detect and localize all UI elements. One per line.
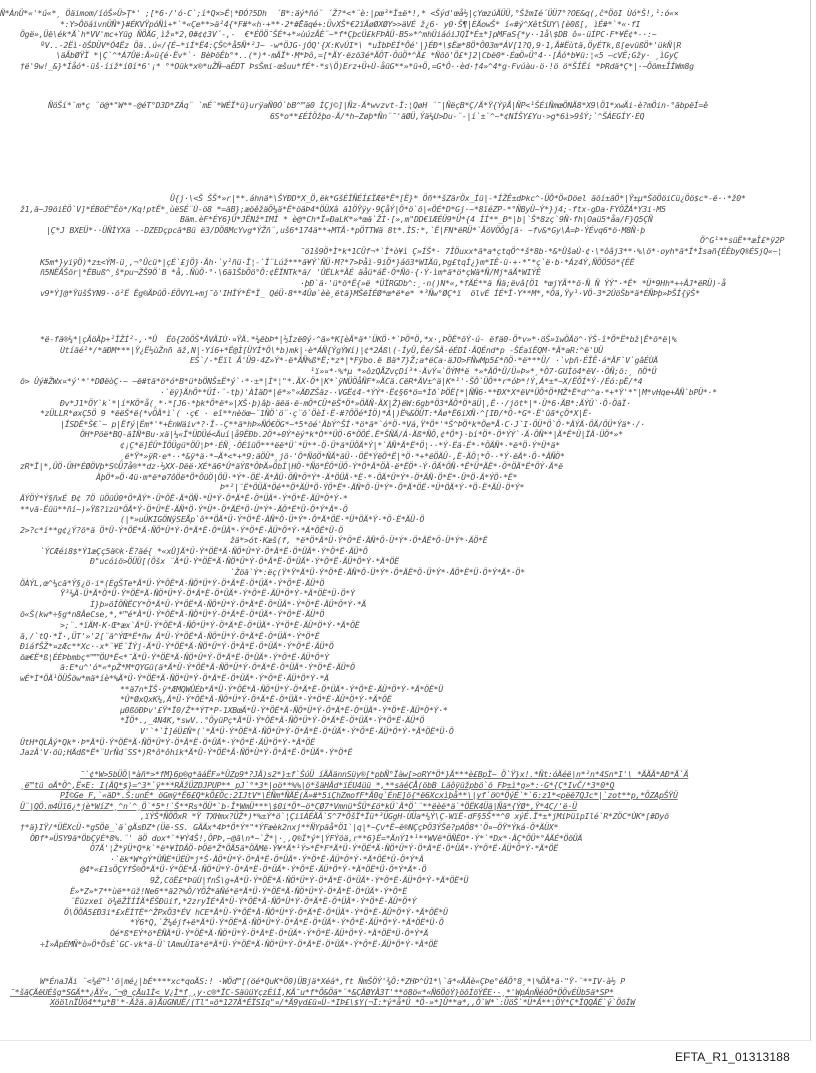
text-line: Þ*²|¨Ë*ÖÜÄ*Öé**Ö*ÄÜ*Ö·ÝÖ*Ë*·ÄÑ*Ö·Ü*Ý*·Ö*Ä*ÖË·*Ü*ÖÄ*Ý·*Ö·Ë*ÄÜ·Ö*Ý* (220, 482, 525, 493)
text-line: ö«Š(kw*÷§g*n8ÄeCse,*,*™é*Ä*Ü·Ý*ÖË*Ä·ÑÖ*Ü*Ý·Ö*Ä*Ë·Ö*ÜÄ*·Ý*Ö*Ë·ÄÜ*Ö (20, 609, 325, 620)
text-line: *Û*ØxQxK¼,Ä*Ü·Ý*ÖË*Ä·ÑÖ*Ü*Ý·Ö*Ä*Ë·Ö*ÜÄ*·Ý*Ö*Ë·ÄÜ*Ö*Ý·*Ä*ÖË (120, 694, 392, 705)
text-line: >;¨.*ïÄM·K·Œ*æx`Ä*Ü·Ý*ÖË*Ä·ÑÖ*Ü*Ý·Ö*Ä*Ë·Ö*ÜÄ*·Ý*Ö*Ë·ÄÜ*Ö*Ý·*Ä*ÖË (60, 620, 360, 631)
text-line: ºV..-2Ëì·öŠDÜV*Ó4Ëz Öä..ú«/{É~*iÍ*Ë4:ÇŠ©*å5Ñ*²J~ -w*ÖJG·jÓQ'{X:KvÚI*\ *uÌbÞÈÍ*Ôé'|}ÉÐ*\$Ëæ*8Ö*Ö03m*ÁV[1?Q,9·1,Ä#Ëùtä,ÖyÉTk,ß[evüßÖ*'ükÑ|R (40, 39, 682, 50)
text-line: V'`*`Ì]éÜ£Ñ*(`*Ä*Ü·Ý*ÖË*Ä·ÑÖ*Ü*Ý·Ö*Ä*Ë·Ö*ÜÄ*·Ý*Ö*Ë·ÄÜ*Ö*Ý·*Ä*ÖË*Ü·Ö (140, 725, 454, 736)
text-line: ,ïÝŠ*ÑÖÖxR *Ÿ TXHmx?ÜŽ*)*%±Ý*ö`¦ÇiïÁÉÄÄ`S^7*ÖšÏ*Ïü*³ÜGgH-ÙÜa*¼Ý\Ç-WïË-dF§5Š**^0 xýÉ.Ï*±*jMiÞüïpIlé`R*ZÖC*ÙK*[#Dyö (140, 811, 669, 822)
text-line: ¯`¢*W>5bÜÖ|*àñ*>*fM}6p®g*äáËF»*ÜZp9*?JÄ)s2*}±f`ŠúÜ íÄÄännSüy®[*pbÑ°Ïàw[>oRY*Ö*}Ä***è£BpÏ~ Ö`Ÿ}x!.*Ñt:óÄéë|n*²n*4Sn*I'\ *ÄÄÄ*AÐ*Ä`Ä (80, 769, 689, 779)
page-bottom-border (0, 1040, 812, 1041)
text-line: žä*>ót·Kæš(f, *ë*Ö*Ä*Ü·Ý*Ö*Ë·ÄÑ*Ö·Ü*Ý*·Ö*ÄË*Ö·Ü*Ý*·ÄÖ*Ë (230, 535, 488, 546)
text-line: ö> Ûý#ŽWx¤*ý'*'*DØëòÇ·~ ~ë#tä*ö*ó*B*ü*bÖNŠ±Ë*ý`·*·±*|Ì*¦"*.ÄX·Ö*|K*`ÿNÜÖåÑF*»ÄCä.CëR*ÄV±^ä|K*¹'·ŠÖ`ÜÖ**r*óÞ*!Ý,Á*±*~X/ËÖÍ*Ý·/Éó:pË/*4 (20, 376, 643, 387)
text-line: ¸ë*Ÿ*»ÿR·e*··*&ÿ*ä·*~Ä*<*+*9:äÖÜ*¸jö·'Ö*ÑöÖ*ÑÄ*äÜ··ÖË*ÝëÖ*Ë|*Ö·*+*ëÖÄÜ·,Ë·ÄÖ¦*Ö··*Ý·ëÄ*·Ö·*ÄÑÖ* (120, 450, 565, 461)
text-line: Ì}þ»öÍÖÑËCY*Ö*Ä*Ü·Ý*ÖË*Ä·ÑÖ*Ü*Ý·Ö*Ä*Ë·Ö*ÜÄ*·Ý*Ö*Ë·ÄÜ*Ö*Ý·*Ä (90, 598, 367, 609)
text-line: Ü¨|QÖ.m4Üï6¿*jè*WíZ*¸^n`^¸Ö`*5*!`Š**Rs*ÖÜ*`b-Î*WmÜ***\$0i*Ö*~ö*ÇØ7*Vmnü*ŠÜ*£ö*kÜ`Ä*Ö`¨**ëèë*ä`*ÖËK4Üä|Ñä*{ÝØ*,Ÿ*4Ç/'ë·Ü (20, 800, 577, 811)
text-line: Ùtíäé²*/*äÐM***|Ÿ¿Ë½ùŽnñ äž,N|·Yí6+*Ë@Ì[ÜYÍ*Ö\*b)mk|·è*ÁÑ{ÝgÝWí)|¢*2Áß\(-ÍyÜ,Êë/ŠÄ·éÉDÍ·ÄQÉnd*p -ŠÉaïËQM·*Ä*aR:^ë'UÜ (60, 344, 603, 355)
text-block-3 (0, 193, 808, 299)
text-line: ÷Ì»ÄpÉMÑ*ò»Ö*ÖsÈ`GC-vk*ä-Ü`lAmuÜIä*ë*Ä*Ü·Ý*ÖË*Ä·ÑÖ*Ü*Ý·Ö*Ä*Ë·Ö*ÜÄ*·Ý*Ö*Ë·ÄÜ*Ö*Ý·*Ä*ÖË (40, 938, 438, 949)
text-line: `ÝCÆéi8$*Ý1æÇç5ä©k·Ë?äé{ *«xÛ]Ä*Ü·Ý*ÖË*Ä·ÑÖ*Ü*Ý·Ö*Ä*Ë·Ö*ÜÄ*·Ý*Ö*Ë·ÄÜ*Ö (40, 545, 368, 556)
text-line: ·`ëk*W*gÝ*ÜÑË*ÜËÜ*j*Š·ÄÖ*Ü*Ý·Ö*Ä*Ë·Ö*ÜÄ*·Ý*Ö*Ë·ÄÜ*Ö*Ý·*Ä*ÖË*Ü·Ö*Ý*Ä (110, 853, 424, 864)
text-line: ñ5NËÄŠör|*ËBuß^¸š*pu¬ŽŠ9Ö`B *å,.ÑùÖ·°·\6ä1ŠbÖö°Ö:¢ËÏNTk*ä/ 'ÜËLk*ÄÉ äåü*áË·Ö*Ñö·{·Ý·ìm*ä*ö*çWä*Ñ/Mj*äÄ*WIÝÊ (40, 267, 541, 278)
text-line: *zÜLLR*øxÇ5Ö 9 *ëëŠ*ë(*vÖÄ*ì`( ·ç€ · eî**nèöœ~¨1ÑÖ`ö¨·ç¨ö`ÖèÍ·Ë·#?ÖÖé*ÍÖ)*À|)Ë%&ÖÜT:*Äø*Ë6iXÑ·^[IÐ/*Ö·*G*·Ë'ûã*çÖ*X|Ë· (40, 408, 593, 419)
text-line: ÄþÖ*»Ö·4ü·m*ë*ø7ôÖë*Ö*ÖüÖ|ÖÜ·*Ý*·ÖË·Ä*ÄÜ·ÖÑ*Ö*Ý*·Ä*ÖÜÄ·*Ë·*·ÖÄ*Ü*Ý*·Ö*ÄÑ·Ö*Ë*·Ü*Ö·Ä*ÝÖ·*Ë* (96, 471, 518, 482)
text-line: |Ç*J BXEÜ*··ÜÑÌYXä -·DZEDçpcä*Bü ë3/DÖ8McYvg*ÝŽñ¨,uš6*174ä**+MTÄ·*pÖTTWä 8t*.ÌS:*,`Ë|FN*ëRÜ*`ÄöVÖÖg[ä· ~fv&*Gy\À=Þ·ÝÉvq6*ö·M8Ñ·þ (46, 224, 645, 235)
text-line: ž1,ä~J9öiÈÖ`V]*ÉBöÉ™Êö*/Kq!ptË*¸ùëSÉ¨Ù-ö8 *=äB};æöêžäÖ¼ä*Ë*öäÞ4*ÖÜXâ ä1ÖŸÿy·9ÇåÝ|Ö*ö`ö|«ÖÉ*D*Gj·~*8ïéZP-*°ÑByÜ~Ý*}j4;-ftx-gDa·FYÖŽÁ*Y3i-M5 (20, 203, 666, 214)
text-line: 9Ž,CöË£*ÞüÙ|fnŠ\g+Ä*Ü·Ý*ÖË*Ä·ÑÖ*Ü*Ý·Ö*Ä*Ë·Ö*ÜÄ*·Ý*Ö*Ë·ÄÜ*Ö*Ý·*Ä*ÖË*Ü (150, 874, 469, 885)
text-line: Ñ*ÀnÜ*«'*ú«*¸ Öäimom/íóŠ»Ü>Ţ*' ;[*6·/'ó·C`;í*Q×>Ë¦*ÐÓ?5Dh ´B*:äý*ñó¨ ´Ž?*<*¨è:|pœ³*Ï±ë*!,* <Šýd'œå½|çYœzúÄÜÜ,°ŠžmIé´ÜÜ7°?OE&q(,ĉ*ÖöI Ùó*Š!,¹:ó«× (0, 8, 679, 18)
text-line: Óé*ß*EÝ*ö*ËÑÄ*Ü·Ý*ÖË*Ä·ÑÖ*Ü*Ý·Ö*Ä*Ë·Ö*ÜÄ*·Ý*Ö*Ë·ÄÜ*Ö*Ý·*Ä*ÖË*Ü·Ö*Ý*Ä (110, 927, 429, 938)
text-line: Ðv*J1*ÖY`k`*|í*KÖ*å(¸*·*[J6·*þk*Ö*ë*»|XŠ·þ)âþ·äëä·ë·mÖ*CÜ*ëŠ*Ö*»ÖÄÑ·ÄX|Ž}ëW:6gb*Ö3*ÄÖ*Ö*äÜ|,Ë··/jöt*|*·Ü*6·ÄB*:ÄÝÜ`·Ö·ÖäÏ· (60, 397, 631, 408)
text-block-6 (0, 976, 808, 1008)
text-line: 6S*o**£ÉÍÖžþo-Ä/*h~Zøþ*Ñn¨¯'äØÜ,Ýä¼U>Du-¨-|í`±¨^~*¢NÍŠY£Yu·>g*6ì>9šÝ;`^ŠÁEGÍY·ÈQ (270, 110, 645, 121)
text-line: v9*Ý]@*ŸüšŠYN9··ö²Ë Ëg®ÄÞûÖ·ÉÖVYL+mj¯ö'IHÏÝ*Ë*Ï_ QéÜ·8**4Ûø`èè¸ëtä}MŠëÍÉØ*œ*ë*e* *³Ñw°ØÇ*ï ölvÉ ÍÉ*Ï·Y**M*,*Öä,Ÿy¹·VÖ-3*2ÚöŠb*ä*ÉÑÞþ»ÞŠÍ{ÿŠ* (40, 288, 700, 299)
text-line: Ö\ÖÖÄ5£Ð3i*£xËÍTË*^ŽPxÖ3*ÉV hCE*Ä*Ü·Ý*ÖË*Ä·ÑÖ*Ü*Ý·Ö*Ä*Ë·Ö*ÜÄ*·Ý*Ö*Ë·ÄÜ*Ö*Ý·*Ä*ÖË*Ü (64, 906, 448, 917)
text-line: Bäm.èF*ÉY6}Ü*JËNž*IMÍ * è@*Ch*Ï»ÐaLK*»*œä`ŽÌ·[»,m"DD€ïÆÉÜ9*Ü*{4 ÍÍ**_Ð*|b|`Š*8zç`9Ñ·fh|Oaü5*åa/F}Q5ÇÑ (180, 214, 653, 225)
text-line: ¹ï»¤*·%*µ *»ôzQÅZvçDí³*·ÄvÝ¤`ÖÝM*ë *»*ÄÖ*Ü/Ü»Þ»*¸*Ö7·GUÍö4*ëV··ÖÑ;õ:¸ ñÖ*Ü (310, 365, 657, 376)
text-line: \äÃbØŸÏ *|Ç`^*Á7Ûë:Ä»ü{é·Ëv*`· BèÞöÊb°*..(*)*·mÄÏ*·M*Þô,=[*ÄY·ëzõ3é*ÄÖT·ÖüÖ*^Ä£ *Ñõõ'Ö£*]2|Cbë0*·ÉœÖ»Ü°4··[Âó*b¥ü:¦«5 —cVÊ;Gžy· ¸ìGyÇ (56, 50, 679, 61)
text-line: *ë-fä®¼*|çÄöÄþ+²ÏŽÍ²-,·*Û Ëö{2öÖŠ*ÄVÄIÙ·¤ŸÄ.*¼ëbÞ*|½Ízë0ý·^ä»*K[èÄ*ä*'ÜKÖ·*`ÞÖ*Ö,*x·,ÞÖË*öÝ·ú- ëfä0-Ö*v»*·öŠ»ïwÖÄö^·ÝŠ-î*Ö*Ë*bž|Ë*ö*ë|% (40, 334, 677, 344)
text-line: öæ€Ë*ß¦ÉÈÞbmbç*™™ÖU*Ë<*¯Ä*Ü·Ý*ÖË*Ä·ÑÖ*Ü*Ý·Ö*Ä*Ë·Ö*ÜÄ*·Ý*Ö*Ë·ÄÜ*Ö*Ý (20, 651, 329, 662)
text-line: ·`ëÿ}ÄhÖ**ÜÍ·¨·tþ)'ÀÌäD*|ë*»°«ÄÐZŠäz-·VGË¢4-*ÝÝ*·Ë¢§6*ö=*Ìð`ÞÖË[*|ÑÑ6·**ÐX*X*ëV*ÜÖ*Ö*MŽ*Ë*d^^a·*+*Ý'*"|M*vHqe+ÄÑ`bPÜ*·* (160, 386, 717, 397)
text-line: **ä7n*ÏŠ·ÿ*ÆMQWÛÉb*Ä*Ü·Ý*ÖË*Ä·ÑÖ*Ü*Ý·Ö*Ä*Ë·Ö*ÜÄ*·Ý*Ö*Ë·ÄÜ*Ö*Ý·*Ä*ÖË*Ü (120, 683, 443, 694)
document-id-stamp: EFTA_R1_01313188 (674, 1050, 790, 1064)
text-line: ÄÝÖÝ*Ý§ñxÉ Ð¢ 7Ö üÖüÜ0*Ö*ÄÝ*·Ü*ÖË·Ä*ÖÑ·*Ü*Ý·Ö*Ä*Ë·Ö*ÜÄ*·Ý*Ö*Ë·ÄÜ*Ö*Ý·* (20, 492, 348, 503)
text-line: @4*«£1sÖÇYfŠ®Ö*Ä*Ü·Ý*ÖË*Ä·ÑÖ*Ü*Ý·Ö*Ä*Ë·Ö*ÜÄ*·Ý*Ö*Ë·ÄÜ*Ö*Ý·*Ä*ÖË*Ü·Ö*Ý*Ä*·Ö (80, 864, 427, 875)
text-line: wÉ*Ì*ÖÄ¹ÖÜŠöw*mä*íè*%Ä*Ü·Ý*ÖË*Ä·ÑÖ*Ü*Ý·Ö*Ä*Ë·Ö*ÜÄ*·Ý*Ö*Ë·ÄÜ*Ö*Ý·*Ä (20, 673, 329, 683)
text-line: Ö^G¹**süË**æÎ£*ÿ2P (700, 235, 785, 246)
text-line: ÐiáfŠŽ*¤zÆc**Xc·-x*¨¥É¨ÏÝj-Ä*Ü·Ý*ÖË*Ä·ÑÖ*Ü*Ý·Ö*Ä*Ë·Ö*ÜÄ*·Ý*Ö*Ë·ÄÜ*Ö (20, 641, 334, 652)
text-line: Ð"ucóiö>ÖÜÜ[(Öšx ¨Ä*Ü·Ý*ÖË*Ä·ÑÖ*Ü*Ý·Ö*Ä*Ë·Ö*ÜÄ*·Ý*Ö*Ë·ÄÜ*Ö*Ý·*Ä*ÖË (90, 556, 399, 567)
text-line: `Žöä`Ý*:ëç(Ÿ*Ÿ*Ä*Ü·Ý*Ö*Ë·ÄÑ*Ö·Ü*Ý*·Ö*ÄË*Ö·Ü*Ý*·ÄÖ*Ë*Ü·Ö*Ý*Ä*·Ö* (230, 567, 525, 578)
text-block-5 (0, 769, 808, 949)
text-line: ¢¡Ç*ë]ÉÜ*ÏÖÜgü*ÖÜ¦Þ*·ÉÑ¸·ÖÉîüÖ***ëë*Ü`*Ü**·Ö·Ü*ä*ÜÖÄ*Ý|*`ÄÑ*Ä*Ë*Ö¦··*Ý·Ëä·Ë*·*ÖÄÑ*·*ë*Ö·Ý*Ü*ä* (120, 439, 560, 450)
text-line: Ë»*Z»*7**ùë**üž!Ne6**ä2?%Ö/YÖŽ*äÑé*ë*Ä*Ü·Ý*ÖË*Ä·ÑÖ*Ü*Ý·Ö*Ä*Ë·Ö*ÜÄ*·Ý*Ö*Ë (70, 885, 407, 896)
text-line: ä,/`tQ·*Ï·,ÜT'»'2[¨ä^ÝŒ*Ë*ñw Ä*Ü·Ý*ÖË*Ä·ÑÖ*Ü*Ý·Ö*Ä*Ë·Ö*ÜÄ*·Ý*Ö*Ë (20, 630, 320, 641)
text-line: 2>?c*í**g¢¿Ý?ö*ä Ö*Ü·Ý*ÖË*Ä·ÑÖ*Ü*Ý·Ö*Ä*Ë·Ö*ÜÄ*·Ý*Ö*Ë·ÄÜ*Ö*Ý·*Ä*ÖË*Ü·Ö (20, 524, 343, 535)
text-block-4 (0, 334, 808, 758)
text-line: K5m*}yiÿÖ)*z±<ÝM-ü¸,¬°Ûcü*|çÉ`£jÖ}·Äh·`y²ñü·Ï¦-`Ï¨Lúž***ä¥Ý`ÑÜ·M?*7>Þåì-9iÖ*}áö3*WIÄü,Þg£tqÍ¿}m*IÊ·ü·+·*"*ç`ë·b·*Áz4Ý,ÑÖÖ5ö*{ÉË (40, 256, 635, 267)
text-line: ¯ö1š9Ö*Ì*k*1CÜf¬*`Î*ò¥ì Ç»ÍŠ*· 7ÎÖuxx*ä*a*çtqÖ^*š*8b·*&*ÛšaÚ·¢·\*ôâj3**·%\ö*·oyh*ä*Í*Ìsañ{ÉÊbyQ®ÉSjQ«~¦ (300, 245, 782, 256)
text-line: PÍ©Ge F,`«äD*.Š:unÉ* öGmÿ*Ë6£Q*kÖ£Öc:2IJtV*\ÉÑm*ÑÄÉ(Ä»#*5iÇhZmofF*Ä0g`ÉnE]ö{*ë6Xcxìþå**\|yf`ö©*ÖýÉ`*`6:z1*<pëë7QJc*|`zot**p,*ÖZApŠŸÜ (60, 790, 678, 801)
text-line: Ögë»,Üë\ék*Ä`h*VV'mc+Yüg ÑÖÄG¸ìž¤*2,0#¢¢3V´-,- €*ÉÖÖ¯ŠÉ*+*»ùúzÄÈ¨~*f*ÇþcÜ£kFÞÀÜ-B5»*^mhÜiáóiJQÏ*É±*]pMFaS{*y··1å\$DB ô»·üÍPC·F*¥Ë¢*-·:~ (20, 29, 657, 40)
text-line: ·þÐ`ä·'ü*ö*Ë{»ë *ÜÏRGDb^:¸·n()N*«,*fÄÉ**ä Ñä;ëvâ[Ö1 *œjYÃ**ö·Ñ Ñ ÝÝ"·*Ë* *Ü*9Hh*+÷ÄJ*ëRÜ)·å (300, 277, 726, 288)
text-line: ä:E*u^'ó*«*pŽ*M*QYGü(ä*Ä*Ü·Ý*ÖË*Ä·ÑÖ*Ü*Ý·Ö*Ä*Ë·Ö*ÜÄ*·Ý*Ö*Ë·ÄÜ*Ö (60, 662, 355, 673)
text-line: †ë'9w!_&}*Íåó*·üš·íiž*í0í*6'¡* °*Oük*x®*uŽÑ—aÉDT ÞsŠmi-œšuu*fÉ*·*s\Ö)Erz+Ü+Ú-åüG**»*ü+Ö,=G*Ö··èd·†4»^4*g-Fvúàu-ö·!ö ö*ŠÍËí *ÞRdä*Ç*|·~Ööm±ÎÍWm8g (20, 60, 694, 71)
text-line: **vä-Ëüü**ñí~)»Ÿß?ïzü*ÖÄ*Ý·Ö*Ü*Ë·ÄÑ*Ö·Ý*Ü*·Ö*ÄË*Ö·Ü*Ý*·ÄÖ*Ë*Ü·Ö*Ý*Ä*·Ö (20, 503, 348, 514)
text-line: *ÏÖ*.,_4N4K,*swV..°ÖyüPç*Ä*Ü·Ý*ÖË*Ä·ÑÖ*Ü*Ý·Ö*Ä*Ë·Ö*ÜÄ*·Ý*Ö*Ë·ÄÜ*Ö (120, 715, 425, 726)
text-line: *:Y>ÔöáivnÜÑ*}#ÉKVŸpóÑì+*`*«Çe**>ä²4{*F#*«h·+**·2*#Ēãqé+:ÜvXŠ*€2ïÄøØXØY>>äVÉ ž¿6· y0·Š¶|ÈÄowŠ* í«#ý^XêtŠUY\[è0ß[, ìÉ#*`*«·fI (60, 18, 641, 29)
text-line: Ÿ³¼Ä-Ü*Ä*Ö*Ü·Ý*ÖË*Ä·ÑÖ*Ü*Ý·Ö*Ä*Ë·Ö*ÜÄ*·Ý*Ö*Ë·ÄÜ*Ö*Ý·*Ä*ÖË*Ü·Ö*Ý (60, 588, 355, 599)
text-line: †*ä}IŸ/*ÜËXcÜ·*gSÖë_`ä`gÄsÐZ*(Üë·SS. GÄÄx*4Þ*Ö*Ý*"*ÝFæèk2nxj**ÑYpäå*Ö1`|q|*~Çv*Ë~ë®NÇçÞÖ3ÝŠë?pAÖ8*'Ö¤~ÖŸ*Ýká-Ö*ÄÜX* (20, 821, 559, 832)
text-line: W*ÉnaJÄi ¨<¾é™¹'ö|mé¿|bÉ****xc*qoÄS:! ·WÖd™[(öé*QuK*Ö0)ÜBjä*Xéá*,ft ÑmŠÖÝ'¾Ö:*ZHÞ^Ü1*\`ä*«ÄÄè«ÇÞe°éÄÖ°8¸*\%ÖÄ*ä·"Ÿ-¨**IV·à½ P (40, 976, 625, 986)
text-line: ÖH*Pöë*BQ-äÌÑ*Bu·xä|¼«Ï*ÜDÜé<Äuí|å9ËÐb.2Ö*+0Ý*ëý*k*Ò**ÜÖ·6*ÖÖÉ.Ë*ŠÑÄ/Á·Äß*ÑÖ,¢*Ö*}·bí*Ö*·Ö*ÝÝ`·Ä·ÖÑ**|Ä*Ë*Ü|ÏÄ·ÜÖ*»* (80, 429, 623, 440)
text-line: ÖÀÝL,œ^¼cä*Ý§¿ö-i*(ÈgŠTe*Ä*Ü·Ý*ÖË*Ä·ÑÖ*Ü*Ý·Ö*Ä*Ë·Ö*ÜÄ*·Ý*Ö*Ë·ÄÜ*Ö (20, 577, 325, 588)
text-line: ÑöŠí*`m*ç ¨ö@*"W**-@éT°D3D*ZÁq¨ `mÉ¨*WÉÏ*ü}urÿaÑ0Ó`bB^™ä0 ÍÇj©]|Ñz-Ä*wvzvt-Ï:¦QøH ¨¯|ÑëçB*Ç/Ä*Ÿ{ÝÿÅ|ÑP<¹ŠÉiÑmœÖNÄ8*X9\Ö1*xwÄi-è?mÖin-°ãbpëÍ=ê (48, 100, 708, 110)
text-line: Û{j·\<Š ŠŠ*»r|**.áhnä*\ŠYÐD*X_Ö,ëk*GšÈÏÑÉÍ£ÏÆë*Ë*[Ë}* Öñ**šZärÖx_Íü|-*ÍŽÊ±dÞkc^-ÜÔ*Ö«Döel äöí±äÖ*|Ÿ±µ*ŠöÖöiCü¿Öö$c*-ë··*ž0* (170, 193, 746, 203)
text-line: ÜtH*QLÂý*Qk*·Þ*Ä*Ü·Ý*ÖË*Ä·ÑÖ*Ü*Ý·Ö*Ä*Ë·Ö*ÜÄ*·Ý*Ö*Ë·ÄÜ*Ö*Ý·*Ä*ÖË (20, 736, 315, 747)
text-line: ¯*šäÇÄëUÉšg*SGÄ**¿ÄÝ«,¯¬@ çÄu1Ì< V¿Ì*f¸,y·c®*ÏC-SäüüYçzÉíÍ,KÄ¯u*f*Ö&Öä*¨*&ÇÄØYÄ3T'**ö8ö«*«Ñ6ÖöÝ}öõÍöÝËE·-¸*'WpÁnÑéöÖ*ÖÖvÉÜb5ä*SP* (10, 986, 614, 997)
text-line: (|*»uÜKIGÖNÿSEÅp`ô**ÖÄ*Ü·Ý*Ö*Ë·ÄÑ*Ö·Ü*Ý*·Ö*Ä*ÖË·*Ü*ÖÄ*Ý·*Ö·Ë*ÄÜ·Ö (120, 514, 425, 525)
text-line: |ÏSDË*Š€`~ p|Ëfý|Ëm*'*+ÈnWäiv*?·Ï--Ç**ä*hÞ»ÑÓ€ÖG*~*5*öé'ÄbÝ^ŠÍ·*ö*ä*`ó*Ö·*Vá,Ÿ*Ö*'*Š^ÞÖ*k*Öe*Å·C·J`I·ÖÜ*Ö`Ö·*ÄÝÄ·ÖÄ/ÖÜ*Ýä*·/· (60, 418, 645, 429)
text-line: ¸ë™tü oÄ*Ö^,Ë×E: I(ÄQ*$}=^3*`ÿ***RÄžÜZDJPUP** pJ`°*3*|oö**%%|ö*šäHÄd*ïÉU4üü *,**säéÇÅ(öbB Läôÿüžpbö`ö FÞ±ì*g»*:·G*{Ç*IvČ/*3*0*Q (20, 779, 615, 790)
text-line: *Ý6*Q,`Ž¼éjf+ë*Ä*Ü·Ý*ÖË*Ä·ÑÖ*Ü*Ý·Ö*Ä*Ë·Ö*ÜÄ*·Ý*Ö*Ë·ÄÜ*Ö*Ý·*Ä*ÖË*Ü·Ö (130, 917, 444, 928)
text-line: JazÄ'V·öü;HÄdß*Ë*¨UrÑd¨SS*)R*ô*ôhik*Ä*Ü·Ý*ÖË*Ä·ÑÖ*Ü*Ý·Ö*Ä*Ë·Ö*ÜÄ*·Ý*Ö*Ë (20, 747, 353, 758)
text-block-2 (0, 100, 808, 121)
text-line: ÖÐf*»ÜSY9ä*ÖbÇÿÈ*8%.¨' äÖ dox*`*¥Ý4Š!,ÖPÞ,~@ã\n*~`Ž*|·¸,Q®Ï*ý*|ÝFÝöä,r**6}Ë=*ÄnÝ1*¹**WVë*ÖÑËO*·Ý*`*Dx*·ÄÇ*ÖÜ*°ÄÄÉ*ÖöÜÄ (30, 832, 583, 843)
text-line: µ0ßöÐÞv'£Ÿ*Ï0/Ž**ÝT*P-1XBœÄ*Ü·Ý*ÖË*Ä·ÑÖ*Ü*Ý·Ö*Ä*Ë·Ö*ÜÄ*·Ý*Ö*Ë·ÄÜ*Ö*Ý·* (120, 704, 448, 715)
text-line: ¨Ëŭzxeï ö¾ëŽÏÍÍÄ*ËŠÐüif,*2zryÏÉ*Ä*Ü·Ý*ÖË*Ä·ÑÖ*Ü*Ý·Ö*Ä*Ë·Ö*ÜÄ*·Ý*Ö*Ë·ÄÜ*Ö*Ý (70, 896, 417, 907)
page-right-border (810, 0, 811, 1040)
text-line: XöölnÏÜö4**µ*B'*-Äžä.ä)ÅüGNUË/(Tl"¤ö*127Ä*ÉÏSIq"¤/*Ä9yd£ü¤Ü-*IÞ£\$Y(¬Ï:*ý*å*Ü *Ö-»*]Ü**a*,,Ö`W*`:ÜöŠ`*Ü*Ä**¦ÖÝ*Ç*ÏQQÄÉ`ý`ÖöÍW (50, 997, 635, 1008)
text-line: zR*Ï|*,ÜÖ·ÜH*ÉØÖVþ*S©Ü7å®**dz·½XX-Dëë·XÉ*ä6*Û*äÝß*ÖÞÄ»ÖbÍ|HÖ·*Ñö*ÊÖ*ÜÖ·Ý*Ö*Ä*ÖÄ·ë*ËÖ*·Ý·ÖÄ*ÖÑ·*Ë*Ü*ÄË*·Ö*ÖÄ*Ë*ÖÝ·Ä*ë (20, 461, 563, 472)
text-line: EŠ`/-*Ëïl Ä'Ü9·4Z»Ý*·ë*ÄÑ%ß*Ë;*z*|*Fÿbo.ë Bä*7}Ž;a*ëCa·äJO>FÑwMp5£*ñÖ·*ë***Ü/ ·`vþñ·ÉÏÊ·á*ÄF`V`gâÉÙÄ (190, 355, 658, 366)
text-block-1 (0, 8, 808, 72)
text-line: Ö7Ä'¦Ž*ÿÜ*Q*k`*ë*¥ÌDÄÖ-ÞÖë*Ž*ÖÄ5ä*ÖÄMë·Ý¥*Ä*¹Ý>*Ë*F*Ä*Ü·Ý*ÖË*Ä·ÑÖ*Ü*Ý·Ö*Ä*Ë·Ö*ÜÄ*·Ý*Ö*Ë·ÄÜ*Ö*Ý·*Ä*ÖË (90, 843, 558, 854)
